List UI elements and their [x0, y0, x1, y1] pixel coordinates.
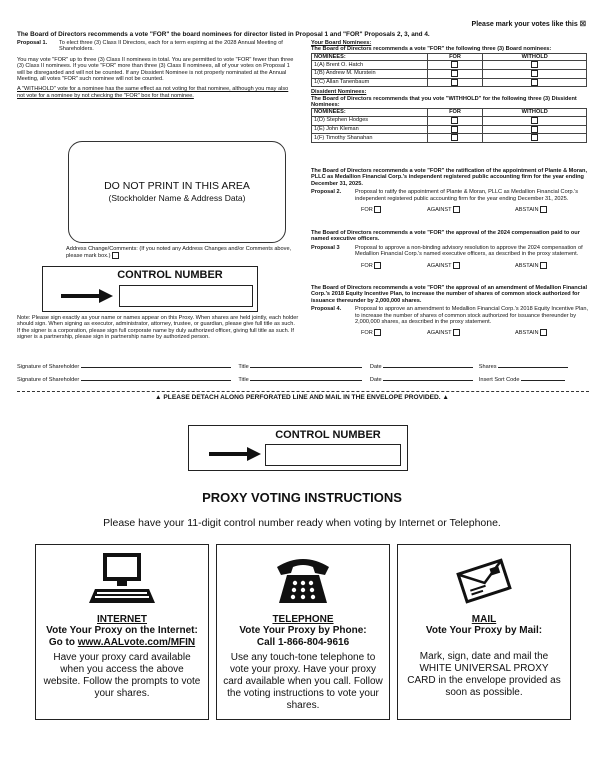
telephone-heading: TELEPHONE: [272, 614, 334, 625]
withhold-checkbox[interactable]: [531, 70, 538, 77]
signature-line[interactable]: [81, 367, 231, 368]
table-row: [312, 134, 587, 143]
dissident-nominees-heading: Dissident Nominees:: [311, 89, 367, 96]
withhold-checkbox[interactable]: [531, 61, 538, 68]
board-recommendation-intro: The Board of Directors recommends a vote "FOR" the board nominees for director listed in Proposal 1 and "FOR" Proposals 2, 3, and 4.: [17, 31, 430, 38]
proposal-3-heading: The Board of Directors recommends a vote "FOR" the approval of the 2024 compensation paid to our named executive officers.: [311, 230, 580, 243]
signature-label: Signature of Shareholder: [17, 364, 80, 370]
proposal-4-abstain-checkbox[interactable]: [540, 329, 547, 336]
perforated-line: [17, 391, 589, 392]
withhold-column-header: WITHOLD: [483, 109, 587, 117]
date-label: Date: [369, 377, 382, 383]
address-change-block: [66, 246, 298, 260]
detach-instruction: ▲ PLEASE DETACH ALONG PERFORATED LINE AND MAIL IN THE ENVELOPE PROVIDED. ▲: [155, 394, 449, 401]
proxy-voting-title: PROXY VOTING INSTRUCTIONS: [202, 490, 402, 505]
control-number-field[interactable]: [119, 285, 253, 307]
proposal-2-abstain-checkbox[interactable]: [540, 206, 547, 213]
dissident-recommendation: The Board of Directors recommends that you vote "WITHHOLD" for the following three (3) Dissident Nominees:: [311, 95, 577, 108]
nominee-name: 1(F) Timothy Shanahan: [312, 134, 428, 143]
arrow-right-icon: [61, 289, 113, 303]
withhold-checkbox[interactable]: [531, 134, 538, 141]
signature-label: Signature of Shareholder: [17, 377, 80, 383]
title-label: Title: [238, 364, 249, 370]
signature-row-1: [17, 364, 589, 370]
control-number-label: CONTROL NUMBER: [117, 269, 223, 281]
proposal-3-text: Proposal to approve a non-binding advisory resolution to approve the 2024 compensation of Medallion Financial Corp.'s named executive officers, as described in the proxy statement.: [355, 244, 583, 258]
nominees-column-header: NOMINEES:: [312, 109, 428, 117]
proposal-2-block: [311, 168, 589, 213]
board-nominees-recommendation: The Board of Directors recommends a vote "FOR" the following three (3) Board nominees:: [311, 46, 552, 53]
mail-heading: MAIL: [471, 614, 497, 625]
proposal-4-heading: The Board of Directors recommends a vote "FOR" the approval of an amendment of Medallion Financial Corp.'s 2018 Equity Incentive Plan, to increase the number of shares of common stock authorized for issuance thereunder by 2,000,000 shares.: [311, 285, 588, 304]
proposal-2-against-checkbox[interactable]: [453, 206, 460, 213]
proposal-3-block: [311, 230, 589, 269]
table-row: [312, 116, 587, 125]
proposal-4-block: [311, 285, 589, 337]
proposal-1-text: To elect three (3) Class II Directors, each for a term expiring at the 2028 Annual Meeting of Shareholders.: [59, 40, 283, 53]
table-row: [312, 61, 587, 70]
internet-subheading: Vote Your Proxy on the Internet:: [46, 625, 198, 636]
address-change-label: Address Change/Comments: (If you noted any Address Changes and/or Comments above, please mark box.): [66, 246, 292, 260]
against-label: AGAINST: [427, 207, 452, 214]
board-nominees-table: [311, 53, 587, 87]
for-label: FOR: [361, 262, 373, 269]
proposal-4-for-checkbox[interactable]: [374, 329, 381, 336]
proposal-3-for-checkbox[interactable]: [374, 262, 381, 269]
signature-row-2: [17, 377, 589, 383]
date-label: Date: [369, 364, 382, 370]
proposal-2-label: Proposal 2.: [311, 189, 342, 196]
proposal-4-text: Proposal to approve an amendment to Medallion Financial Corp.'s 2018 Equity Incentive Plan, to increase the number of shares of common stock authorized for issuance thereunder by 2,000,000 shares, as described in the proxy statement.: [355, 306, 589, 326]
address-change-checkbox[interactable]: [112, 252, 119, 259]
proposal-3-label: Proposal 3: [311, 244, 340, 251]
nominee-name: 1(C) Allan Tanenbaum: [312, 78, 428, 87]
withhold-explanation: A "WITHHOLD" vote for a nominee has the same effect as not voting for that nominee, although you may also not vote for a nominee by not checking the "FOR" box for that nominee.: [17, 86, 289, 99]
address-placeholder-label: (Stockholder Name & Address Data): [108, 193, 246, 203]
control-number-label: CONTROL NUMBER: [275, 429, 381, 441]
telephone-icon: [273, 551, 333, 607]
proposal-1-block: [17, 40, 297, 99]
proposal-1-label: Proposal 1.: [17, 40, 48, 46]
nominee-name: 1(D) Stephen Hodges: [312, 116, 428, 125]
proposal-4-label: Proposal 4.: [311, 306, 342, 313]
title-label: Title: [238, 377, 249, 383]
telephone-subheading: Vote Your Proxy by Phone:: [239, 625, 367, 636]
insert-sort-code-label: Insert Sort Code: [478, 377, 520, 383]
signing-note: Note: Please sign exactly as your name or names appear on this Proxy. When shares are held jointly, each holder should sign. When signing as executor, administrator, attorney, trustee, or guardian, please give full title as such. If the signer is a corporation, please sign full corporate name by duly authorized officer, giving full title as such. If signer is a partnership, please sign in partnership name by authorized person.: [17, 315, 299, 341]
nominee-name: 1(A) Brent O. Hatch: [312, 61, 428, 70]
mail-envelope-icon: [452, 551, 516, 607]
for-label: FOR: [361, 330, 373, 337]
telephone-panel: [216, 544, 390, 720]
against-label: AGAINST: [427, 330, 452, 337]
internet-voting-link[interactable]: www.AALvote.com/MFIN: [77, 637, 196, 648]
bottom-control-number-box: [188, 425, 408, 471]
nominee-name: 1(E) John Kleman: [312, 125, 428, 134]
proposal-4-against-checkbox[interactable]: [453, 329, 460, 336]
signature-line[interactable]: [81, 380, 231, 381]
table-row: [312, 69, 587, 78]
mail-instructions: Mark, sign, date and mail the WHITE UNIVERSAL PROXY CARD in the envelope provided as soon as possible.: [407, 651, 561, 698]
for-checkbox[interactable]: [451, 117, 458, 124]
control-number-box: [42, 266, 258, 312]
proposal-1-instructions: You may vote "FOR" up to three (3) Class II nominees in total. You are permitted to vote "FOR" fewer than three (3) Class II nominees. If you vote "FOR" more than three (3) Class II nominees, all of your votes on Proposal 1 will be disregarded and will not be counted. If any Dissident Nominee is not properly nominated at the Annual Meeting, all votes "FOR" such nominee will not be counted.: [17, 56, 294, 83]
telephone-instructions: Use any touch-tone telephone to vote your proxy. Have your proxy card available when you call. Follow the voting instructions to vote your shares.: [223, 652, 383, 711]
for-column-header: FOR: [427, 109, 483, 117]
mail-panel: [397, 544, 571, 720]
nominees-section: [311, 40, 587, 143]
sort-code-line[interactable]: [521, 380, 565, 381]
nominees-column-header: NOMINEES:: [312, 53, 428, 61]
dissident-nominees-table: [311, 108, 587, 142]
control-number-field[interactable]: [265, 444, 401, 466]
internet-go-to-label: Go to: [48, 637, 78, 648]
abstain-label: ABSTAIN: [515, 262, 539, 269]
date-line[interactable]: [383, 367, 473, 368]
date-line[interactable]: [383, 380, 473, 381]
shares-label: Shares: [478, 364, 497, 370]
withhold-column-header: WITHOLD: [483, 53, 587, 61]
internet-panel: [35, 544, 209, 720]
address-area: [68, 141, 286, 243]
mail-subheading: Vote Your Proxy by Mail:: [425, 625, 543, 636]
withhold-checkbox[interactable]: [531, 79, 538, 86]
for-column-header: FOR: [427, 53, 483, 61]
do-not-print-label: DO NOT PRINT IN THIS AREA: [104, 180, 250, 192]
proposal-3-against-checkbox[interactable]: [453, 262, 460, 269]
mark-votes-instruction: Please mark your votes like this ☒: [471, 21, 586, 28]
withhold-checkbox[interactable]: [531, 126, 538, 133]
for-checkbox[interactable]: [451, 134, 458, 141]
proposal-2-text: Proposal to ratify the appointment of Plante & Moran, PLLC as Medallion Financial Corp.'s independent registered public accounting firm for the year ending December 31, 2025.: [355, 189, 579, 202]
arrow-right-icon: [209, 447, 261, 461]
table-row: [312, 78, 587, 87]
for-checkbox[interactable]: [451, 126, 458, 133]
shares-line[interactable]: [498, 367, 568, 368]
internet-heading: INTERNET: [97, 614, 147, 625]
proxy-voting-subtitle: Please have your 11-digit control number ready when voting by Internet or Telephone.: [103, 517, 501, 529]
proposal-2-for-checkbox[interactable]: [374, 206, 381, 213]
title-line[interactable]: [250, 380, 362, 381]
internet-instructions: Have your proxy card available when you access the above website. Follow the prompts to vote your shares.: [43, 652, 201, 699]
for-label: FOR: [361, 207, 373, 214]
for-checkbox[interactable]: [451, 79, 458, 86]
your-board-nominees-heading: Your Board Nominees:: [311, 40, 372, 46]
withhold-checkbox[interactable]: [531, 117, 538, 124]
for-checkbox[interactable]: [451, 70, 458, 77]
telephone-number[interactable]: Call 1-866-804-9616: [256, 637, 350, 648]
table-row: [312, 125, 587, 134]
abstain-label: ABSTAIN: [515, 330, 539, 337]
proposal-3-abstain-checkbox[interactable]: [540, 262, 547, 269]
abstain-label: ABSTAIN: [515, 207, 539, 214]
against-label: AGAINST: [427, 262, 452, 269]
title-line[interactable]: [250, 367, 362, 368]
for-checkbox[interactable]: [451, 61, 458, 68]
proposal-2-heading: The Board of Directors recommends a vote "FOR" the ratification of the appointment of Plante & Moran, PLLC as Medallion Financial Corp.'s independent registered public accounting firm for the year ending December 31, 2025.: [311, 168, 588, 187]
computer-icon: [87, 551, 157, 607]
nominee-name: 1(B) Andrew M. Murstein: [312, 69, 428, 78]
